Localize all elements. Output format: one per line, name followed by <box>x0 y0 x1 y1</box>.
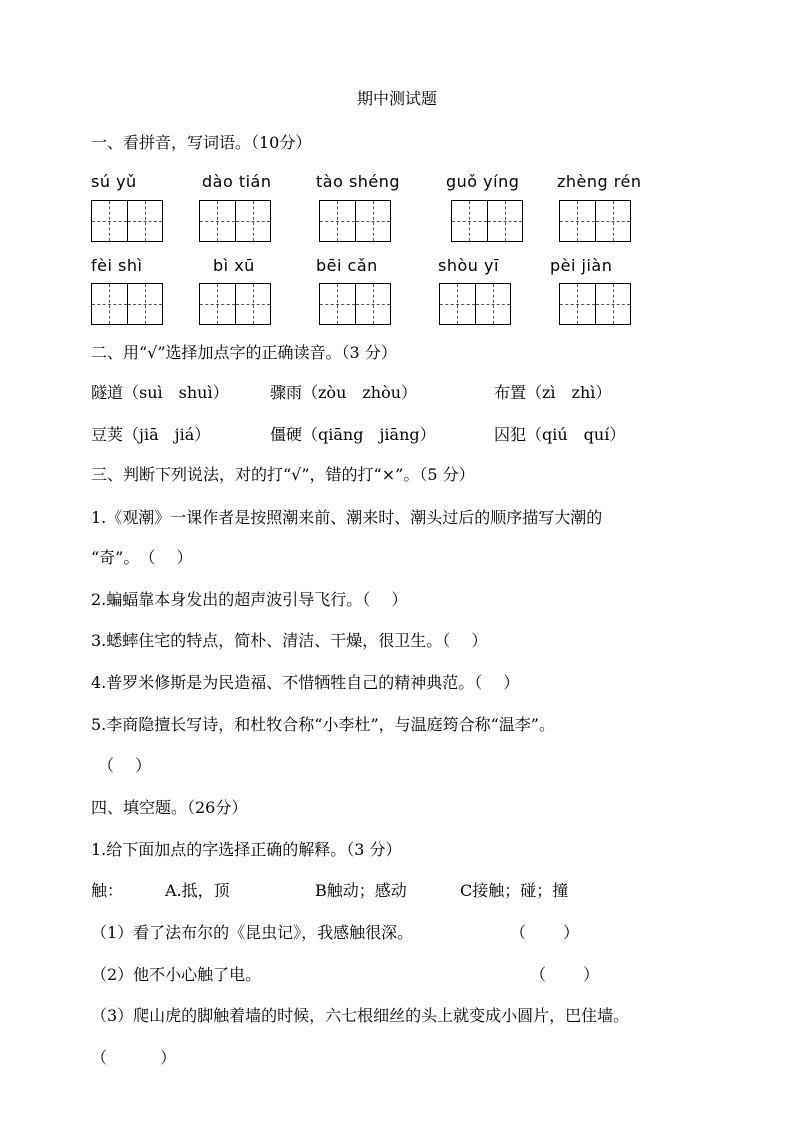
writing-grid[interactable] <box>319 283 391 325</box>
section2-heading: 二、用“√”选择加点字的正确读音。（3 分） <box>91 343 397 362</box>
writing-grid[interactable] <box>451 200 523 242</box>
pinyin-2-2: bì xū <box>213 256 255 275</box>
fill-question-1: 1.给下面加点的字选择正确的解释。（3 分） <box>91 840 402 859</box>
answer-blank-3[interactable]: （ ） <box>91 1048 177 1067</box>
meaning-option-c: C接触；碰；撞 <box>460 881 569 900</box>
page-title: 期中测试题 <box>356 89 437 108</box>
reading-option[interactable]: 布置（zì zhì） <box>494 383 612 402</box>
reading-option[interactable]: 僵硬（qiāng jiāng） <box>270 425 436 444</box>
writing-grid[interactable] <box>91 283 163 325</box>
section1-heading: 一、看拼音，写词语。（10分） <box>91 133 312 152</box>
section3-heading: 三、判断下列说法，对的打“√”，错的打“×”。（5 分） <box>91 465 475 484</box>
reading-option[interactable]: 豆荚（jiā jiá） <box>91 425 211 444</box>
writing-grid[interactable] <box>559 200 631 242</box>
sentence-1: （1）看了法布尔的《昆虫记》，我感触很深。 <box>91 923 414 942</box>
answer-blank-2[interactable]: （ ） <box>530 965 600 984</box>
pinyin-1-1: sú yǔ <box>91 172 137 191</box>
section4-heading: 四、填空题。（26分） <box>91 798 248 817</box>
judge-question-5: 5.李商隐擅长写诗，和杜牧合称“小李杜”，与温庭筠合称“温李”。 <box>91 715 555 734</box>
judge-question-2[interactable]: 2.蝙蝠靠本身发出的超声波引导飞行。（ ） <box>91 590 408 609</box>
reading-option[interactable]: 隧道（suì shuì） <box>91 383 229 402</box>
writing-grid[interactable] <box>559 283 631 325</box>
sentence-3: （3）爬山虎的脚触着墙的时候，六七根细丝的头上就变成小圆片，巴住墙。 <box>91 1006 630 1025</box>
writing-grid[interactable] <box>439 283 511 325</box>
judge-question-1-cont[interactable]: “奇”。 （ ） <box>91 548 193 567</box>
judge-question-1: 1.《观潮》一课作者是按照潮来前、潮来时、潮头过后的顺序描写大潮的 <box>91 508 603 527</box>
pinyin-1-4: guǒ yíng <box>446 172 520 191</box>
pinyin-1-3: tào shéng <box>316 172 401 191</box>
meaning-option-b: B触动；感动 <box>315 881 407 900</box>
sentence-2: （2）他不小心触了电。 <box>91 965 262 984</box>
judge-question-5-blank[interactable]: （ ） <box>98 756 152 775</box>
reading-option[interactable]: 骤雨（zòu zhòu） <box>270 383 418 402</box>
answer-blank-1[interactable]: （ ） <box>510 923 580 942</box>
pinyin-2-5: pèi jiàn <box>550 256 613 275</box>
target-char: 触： <box>91 881 124 900</box>
writing-grid[interactable] <box>319 200 391 242</box>
reading-option[interactable]: 囚犯（qiú quí） <box>494 425 626 444</box>
pinyin-1-2: dào tián <box>202 172 272 191</box>
writing-grid[interactable] <box>199 283 271 325</box>
pinyin-2-4: shòu yī <box>438 256 499 275</box>
meaning-option-a: A.抵，顶 <box>165 881 230 900</box>
judge-question-3[interactable]: 3.蟋蟀住宅的特点，简朴、清洁、干燥，很卫生。（ ） <box>91 631 488 650</box>
writing-grid[interactable] <box>91 200 163 242</box>
writing-grid[interactable] <box>199 200 271 242</box>
pinyin-1-5: zhèng rén <box>557 172 642 191</box>
judge-question-4[interactable]: 4.普罗米修斯是为民造福、不惜牺牲自己的精神典范。（ ） <box>91 673 520 692</box>
pinyin-2-1: fèi shì <box>91 256 143 275</box>
pinyin-2-3: bēi cǎn <box>316 256 378 275</box>
